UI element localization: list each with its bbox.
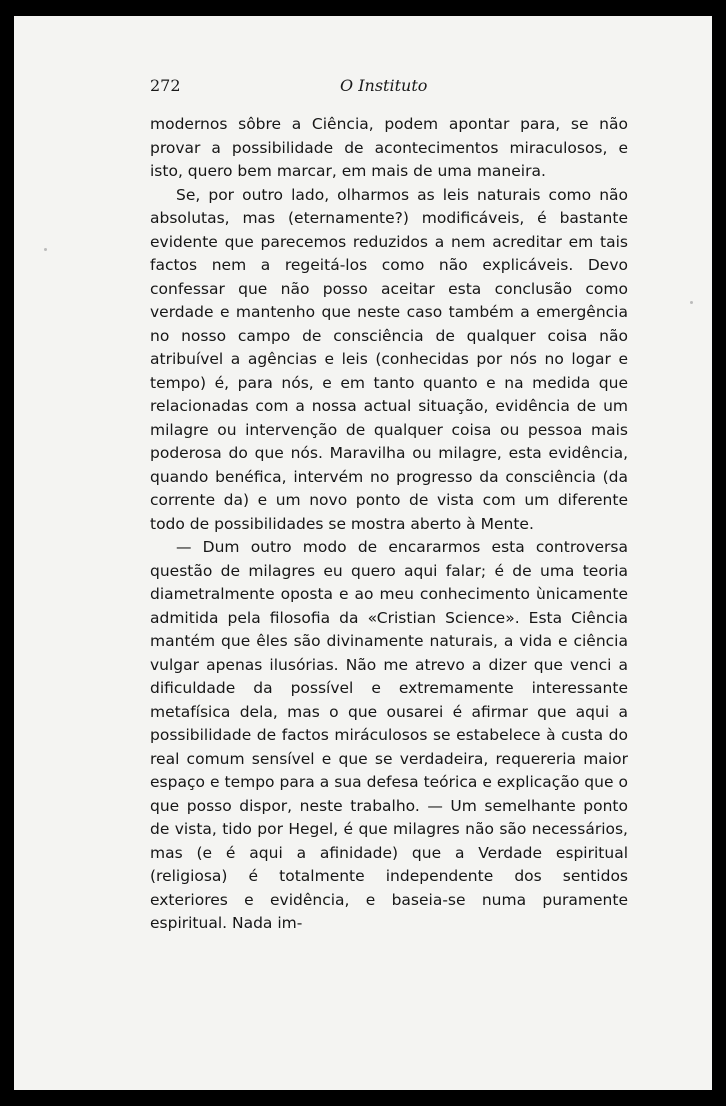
page-number: 272 [150, 76, 181, 95]
paragraph-3: — Dum outro modo de encararmos esta controversa questão de milagres eu quero aqui falar; é de uma teoria diametralmente oposta e ao meu conhecimento ùnicamente admitida pela filosofia da «Cristian Science». Esta Ciência mantém que êles são divinamente naturais, a vida e ciência vulgar apenas ilusórias. Não me atrevo a dizer que venci a dificuldade da possível e extremamente interessante metafísica dela, mas o que ousarei é afirmar que aqui a possibilidade de factos miráculosos se estabelece à custa do real comum sensível e que se verdadeira, requereria maior espaço e tempo para a sua defesa teórica e explicação que o que posso dispor, neste trabalho. — Um semelhante ponto de vista, tido por Hegel, é que milagres não são necessários, mas (e é aqui a afinidade) que a Verdade espiritual (religiosa) é totalmente independente dos sentidos exteriores e evidência, e baseia-se numa puramente espiritual. Nada im- [150, 538, 628, 932]
paper-speck [44, 248, 47, 251]
page-header [150, 76, 628, 100]
book-page [14, 16, 712, 1090]
paper-speck [690, 301, 693, 304]
paragraph-2: Se, por outro lado, olharmos as leis naturais como não absolutas, mas (eternamente?) modificáveis, é bastante evidente que parecemos reduzidos a nem acreditar em tais factos nem a regeitá-los como não explicáveis. Devo confessar que não posso aceitar esta conclusão como verdade e mantenho que neste caso também a emergência no nosso campo de consciência de qualquer coisa não atribuível a agências e leis (conhecidas por nós no logar e tempo) é, para nós, e em tanto quanto e na medida que relacionadas com a nossa actual situação, evidência de um milagre ou intervenção de qualquer coisa ou pessoa mais poderosa do que nós. Maravilha ou milagre, esta evidência, quando benéfica, intervém no progresso da consciência (da corrente da) e um novo ponto de vista com um diferente todo de possibilidades se mostra aberto à Mente. [150, 185, 628, 533]
paragraph-1: modernos sôbre a Ciência, podem apontar para, se não provar a possibilidade de acontecimentos miraculosos, e isto, quero bem marcar, em mais de uma maneira. [150, 115, 628, 180]
running-title: O Instituto [340, 76, 428, 95]
body-text [150, 113, 628, 936]
